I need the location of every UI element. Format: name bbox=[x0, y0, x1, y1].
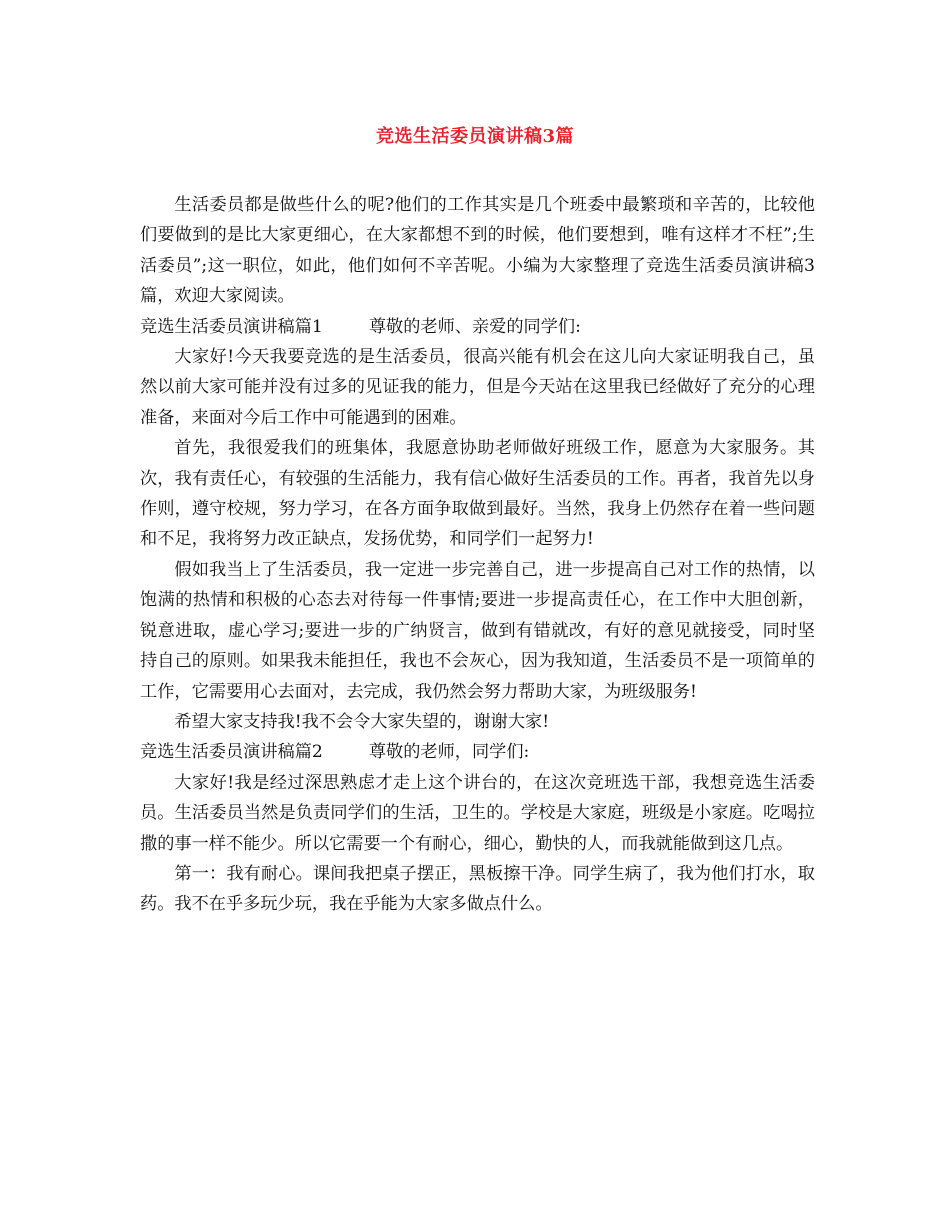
speech-1-paragraph: 首先，我很爱我们的班集体，我愿意协助老师做好班级工作，愿意为大家服务。其次，我有责任心，有较强的生活能力，我有信心做好生活委员的工作。再者，我首先以身作则，遵守校规，努力学习，在各方面争取做到最好。当然，我身上仍然存在着一些问题和不足，我将努力改正缺点，发扬优势，和同学们一起努力! bbox=[140, 438, 815, 550]
speech-2-paragraph: 第一：我有耐心。课间我把桌子摆正，黑板擦干净。同学生病了，我为他们打水，取药。我不在乎多玩少玩，我在乎能为大家多做点什么。 bbox=[140, 863, 815, 915]
speech-2-paragraph: 大家好!我是经过深思熟虑才走上这个讲台的，在这次竞班选干部，我想竞选生活委员。生活委员当然是负责同学们的生活，卫生的。学校是大家庭，班级是小家庭。吃喝拉撒的事一样不能少。所以它需要一个有耐心，细心，勤快的人，而我就能做到这几点。 bbox=[140, 772, 815, 854]
intro-paragraph: 生活委员都是做些什么的呢?他们的工作其实是几个班委中最繁琐和辛苦的，比较他们要做到的是比大家更细心，在大家都想不到的时候，他们要想到，唯有这样才不枉”;生活委员”;这一职位，如此，他们如何不辛苦呢。小编为大家整理了竞选生活委员演讲稿3篇，欢迎大家阅读。 bbox=[140, 195, 815, 307]
document-body bbox=[140, 190, 815, 920]
speech-1-salutation: 尊敬的老师、亲爱的同学们: bbox=[368, 316, 581, 337]
speech-1-heading bbox=[140, 312, 815, 342]
speech-2-label: 竞选生活委员演讲稿篇2 bbox=[140, 742, 323, 763]
speech-2-heading bbox=[140, 737, 815, 767]
document-title: 竞选生活委员演讲稿3篇 bbox=[375, 126, 575, 147]
speech-1-paragraph: 希望大家支持我!我不会令大家失望的，谢谢大家! bbox=[174, 711, 550, 732]
speech-1-paragraph: 假如我当上了生活委员，我一定进一步完善自己，进一步提高自己对工作的热情，以饱满的热情和积极的心态去对待每一件事情;要进一步提高责任心，在工作中大胆创新，锐意进取，虚心学习;要进一步的广纳贤言，做到有错就改，有好的意见就接受，同时坚持自己的原则。如果我未能担任，我也不会灰心，因为我知道，生活委员不是一项简单的工作，它需要用心去面对，去完成，我仍然会努力帮助大家，为班级服务! bbox=[140, 559, 815, 702]
speech-1-paragraph: 大家好!今天我要竞选的是生活委员，很高兴能有机会在这儿向大家证明我自己，虽然以前大家可能并没有过多的见证我的能力，但是今天站在这里我已经做好了充分的心理准备，来面对今后工作中可能遇到的困难。 bbox=[140, 347, 815, 428]
speech-1-label: 竞选生活委员演讲稿篇1 bbox=[140, 316, 323, 337]
speech-2-salutation: 尊敬的老师，同学们: bbox=[368, 742, 530, 763]
